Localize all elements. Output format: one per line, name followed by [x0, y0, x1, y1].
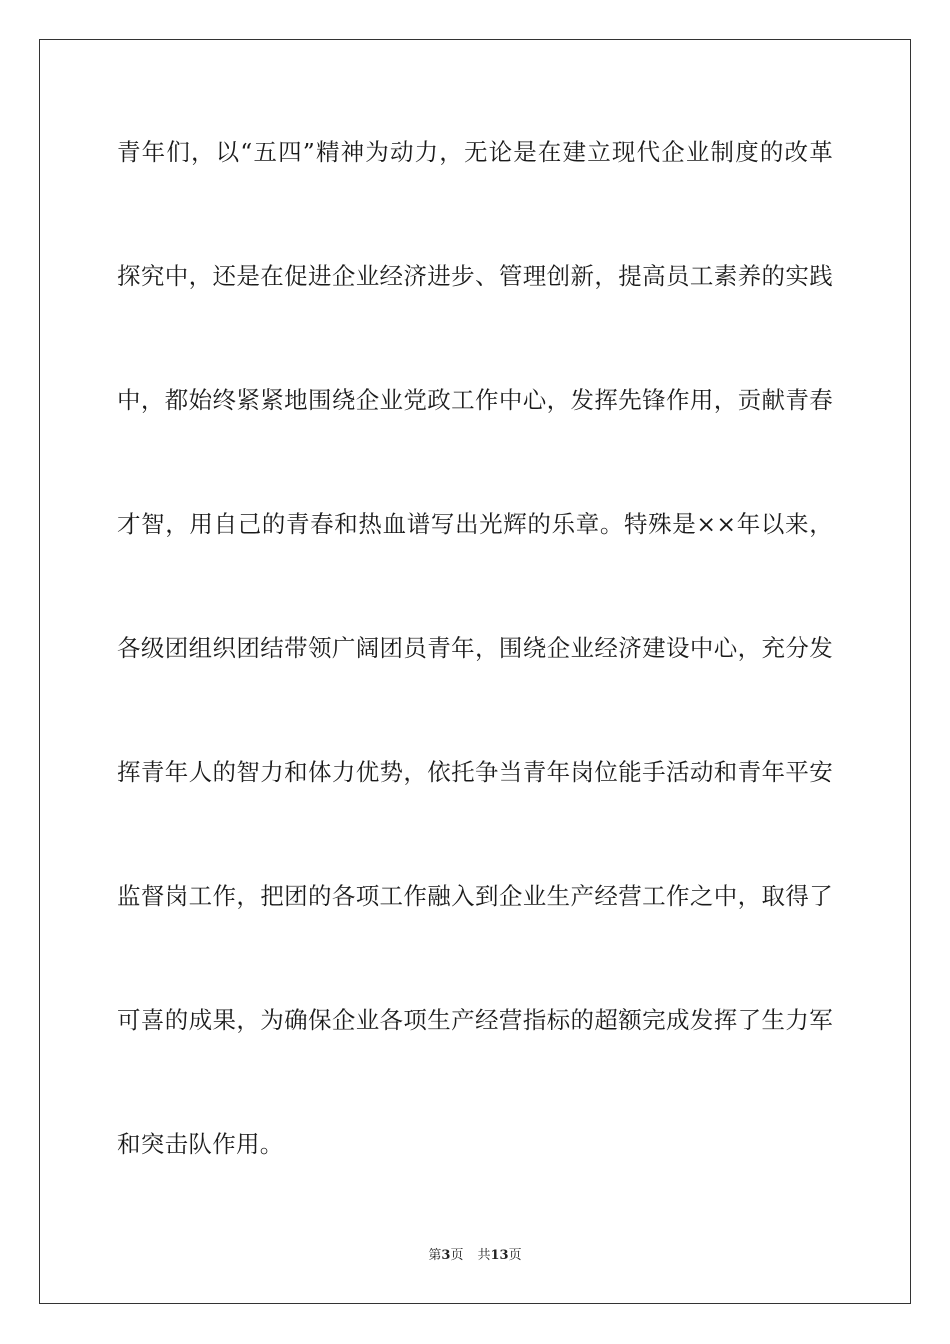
paragraph-line: 挥青年人的智力和体力优势，依托争当青年岗位能手活动和青年平安: [117, 758, 833, 786]
paragraph-line: 和突击队作用。: [117, 1130, 284, 1158]
total-pages-prefix: 共: [477, 1248, 491, 1263]
paragraph-line: 可喜的成果，为确保企业各项生产经营指标的超额完成发挥了生力军: [117, 1006, 833, 1034]
document-body: [117, 133, 833, 1249]
paragraph-line: 探究中，还是在促进企业经济进步、管理创新，提高员工素养的实践: [117, 262, 833, 290]
total-pages-suffix: 页: [508, 1248, 522, 1263]
page-number-prefix: 第: [428, 1248, 442, 1263]
paragraph-line: 青年们，以“五四”精神为动力，无论是在建立现代企业制度的改革: [117, 138, 833, 166]
page-footer: [0, 1247, 950, 1265]
paragraph-line: 才智，用自己的青春和热血谱写出光辉的乐章。特殊是××年以来，: [117, 510, 833, 538]
paragraph-line: 各级团组织团结带领广阔团员青年，围绕企业经济建设中心，充分发: [117, 634, 833, 662]
paragraph-line: 中，都始终紧紧地围绕企业党政工作中心，发挥先锋作用，贡献青春: [117, 386, 833, 414]
total-pages: 13: [490, 1248, 509, 1263]
page-number-suffix: 页: [450, 1248, 464, 1263]
paragraph-line: 监督岗工作，把团的各项工作融入到企业生产经营工作之中，取得了: [117, 882, 833, 910]
page-number: 3: [441, 1248, 451, 1263]
